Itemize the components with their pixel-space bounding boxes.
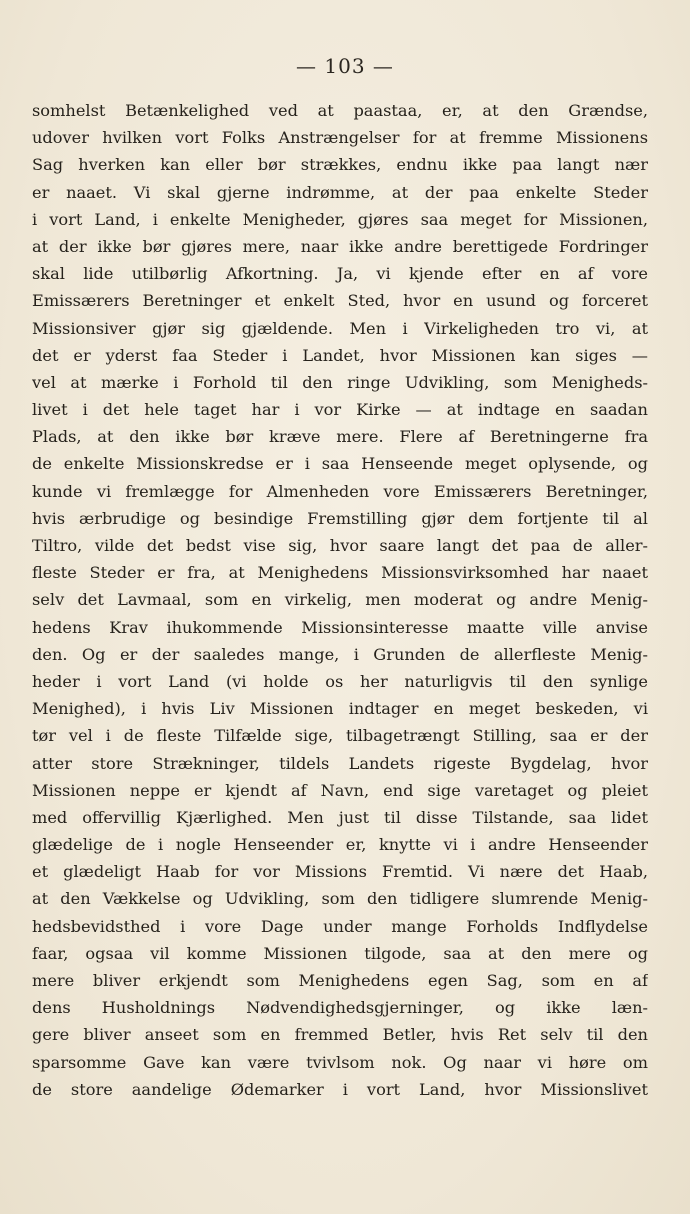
text-line: hvis ærbrudige og besindige Fremstilling gjør dem fortjente til al xyxy=(32,508,648,528)
text-line: at den Vækkelse og Udvikling, som den tidligere slumrende Menig- xyxy=(32,889,648,909)
text-line: heder i vort Land (vi holde os her naturligvis til den synlige xyxy=(32,671,648,691)
text-line: det er yderst faa Steder i Landet, hvor Missionen kan siges — xyxy=(32,345,648,365)
text-line: Missionsiver gjør sig gjældende. Men i Virkeligheden tro vi, at xyxy=(32,318,648,338)
text-line: hedens Krav ihukommende Missionsinteresse maatte ville anvise xyxy=(32,617,648,637)
text-line: fleste Steder er fra, at Menighedens Missionsvirksomhed har naaet xyxy=(32,563,648,583)
text-line: et glædeligt Haab for vor Missions Fremtid. Vi nære det Haab, xyxy=(32,862,648,882)
text-line: faar, ogsaa vil komme Missionen tilgode, saa at den mere og xyxy=(32,943,648,963)
text-line: Missionen neppe er kjendt af Navn, end sige varetaget og pleiet xyxy=(32,780,648,800)
page-number: — 103 — xyxy=(296,54,394,78)
text-line: livet i det hele taget har i vor Kirke — at indtage en saadan xyxy=(32,400,648,420)
text-line: de store aandelige Ødemarker i vort Land, hvor Missionslivet xyxy=(32,1079,648,1099)
text-line: i vort Land, i enkelte Menigheder, gjøres saa meget for Missionen, xyxy=(32,209,648,229)
text-line: atter store Strækninger, tildels Landets rigeste Bygdelag, hvor xyxy=(32,753,648,773)
text-line: Sag hverken kan eller bør strækkes, endnu ikke paa langt nær xyxy=(32,155,648,175)
text-line: Tiltro, vilde det bedst vise sig, hvor saare langt det paa de aller- xyxy=(32,536,648,555)
text-line: Emissærers Beretninger et enkelt Sted, hvor en usund og forceret xyxy=(32,291,648,311)
text-line: kunde vi fremlægge for Almenheden vore Emissærers Beretninger, xyxy=(32,481,648,501)
text-line: er naaet. Vi skal gjerne indrømme, at der paa enkelte Steder xyxy=(32,182,648,202)
text-line: selv det Lavmaal, som en virkelig, men moderat og andre Menig- xyxy=(32,590,648,610)
text-line: den. Og er der saaledes mange, i Grunden de allerfleste Menig- xyxy=(32,644,648,664)
text-line: gere bliver anseet som en fremmed Betler, hvis Ret selv til den xyxy=(32,1025,648,1045)
text-line: glædelige de i nogle Henseender er, knytte vi i andre Henseender xyxy=(32,835,648,855)
text-line: Menighed), i hvis Liv Missionen indtager en meget beskeden, vi xyxy=(32,699,648,719)
text-line: dens Husholdnings Nødvendighedsgjerninger, og ikke læn- xyxy=(32,998,648,1018)
text-line: Plads, at den ikke bør kræve mere. Flere af Beretningerne fra xyxy=(32,427,648,447)
text-line: med offervillig Kjærlighed. Men just til disse Tilstande, saa lidet xyxy=(32,807,648,827)
text-line: de enkelte Missionskredse er i saa Henseende meget oplysende, og xyxy=(32,454,648,474)
text-line: at der ikke bør gjøres mere, naar ikke andre berettigede Fordringer xyxy=(32,236,648,256)
text-line: udover hvilken vort Folks Anstrængelser for at fremme Missionens xyxy=(32,128,648,148)
text-line: skal lide utilbørlig Afkortning. Ja, vi kjende efter en af vore xyxy=(32,264,648,284)
text-line: sparsomme Gave kan være tvivlsom nok. Og naar vi høre om xyxy=(32,1052,648,1072)
text-line: mere bliver erkjendt som Menighedens egen Sag, som en af xyxy=(32,971,648,990)
text-line: somhelst Betænkelighed ved at paastaa, er, at den Grændse, xyxy=(32,101,648,120)
text-line: hedsbevidsthed i vore Dage under mange Forholds Indflydelse xyxy=(32,916,648,936)
text-line: vel at mærke i Forhold til den ringe Udvikling, som Menigheds- xyxy=(32,372,648,392)
body-text xyxy=(32,97,648,1103)
text-line: tør vel i de fleste Tilfælde sige, tilbagetrængt Stilling, saa er der xyxy=(32,726,648,746)
